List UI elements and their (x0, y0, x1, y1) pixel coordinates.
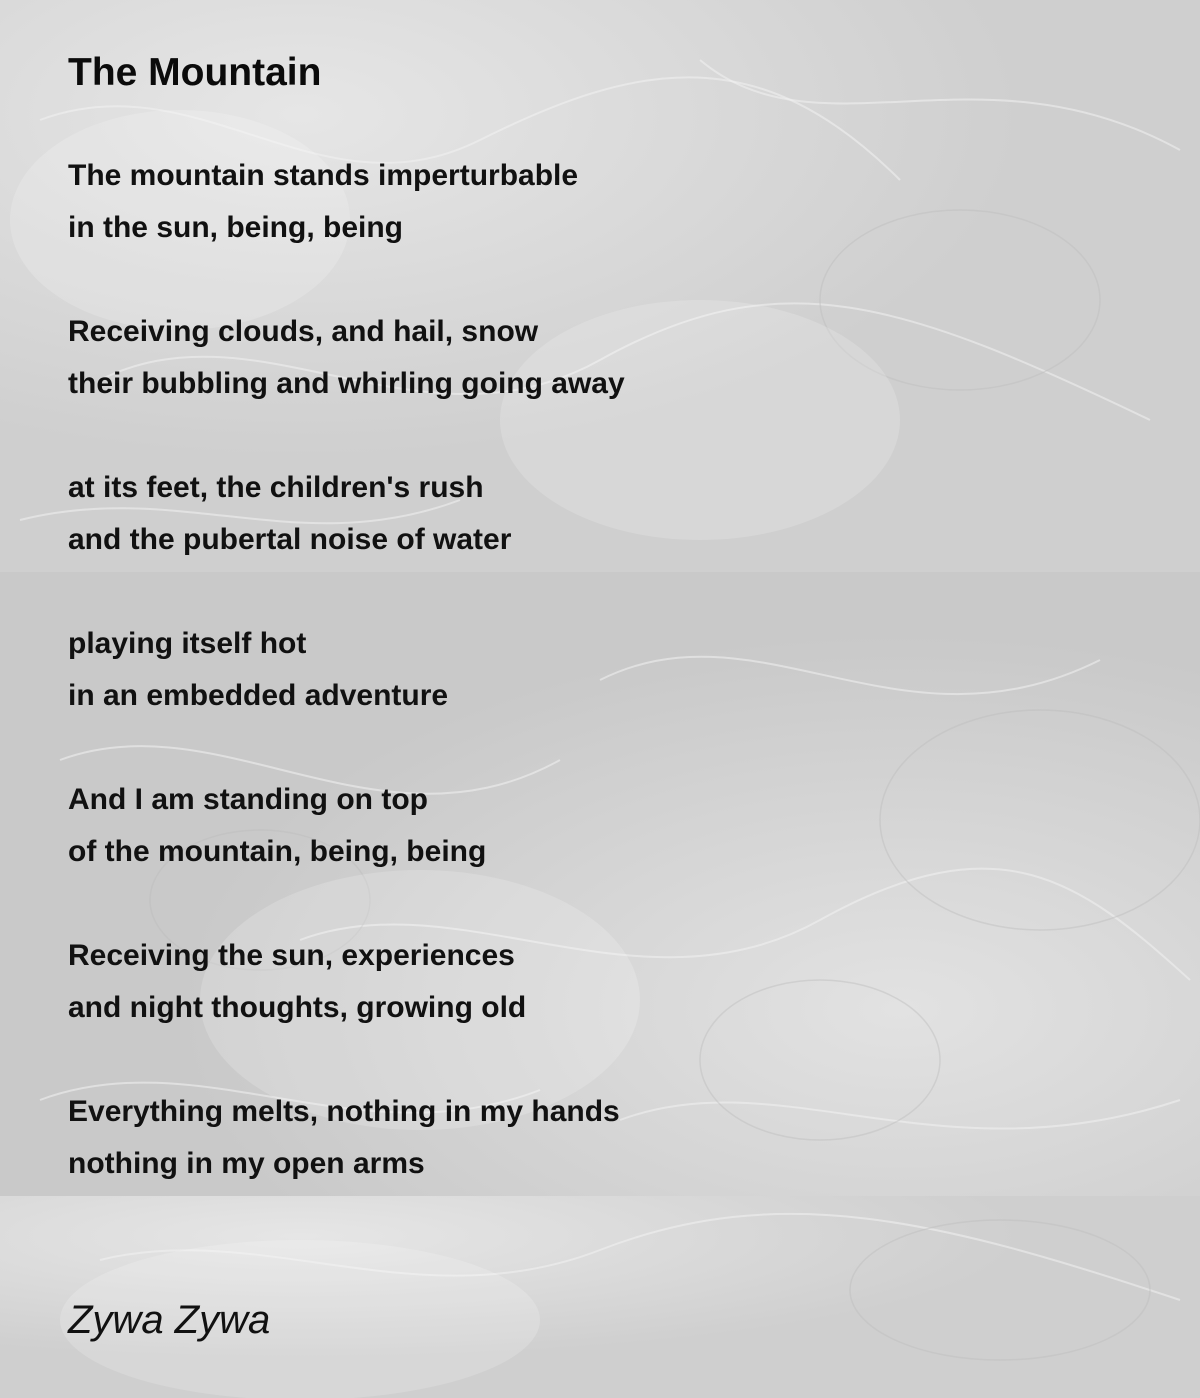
stanza (68, 1086, 1168, 1190)
stanza (68, 462, 1168, 566)
stanza (68, 930, 1168, 1034)
poem-line: and night thoughts, growing old (68, 991, 527, 1024)
poem-line: their bubbling and whirling going away (68, 367, 625, 400)
stanza (68, 618, 1168, 722)
stanza (68, 150, 1168, 254)
poem-line: playing itself hot (68, 627, 307, 660)
poem-body (68, 150, 1168, 1242)
poem-line: Everything melts, nothing in my hands (68, 1095, 620, 1128)
poem-line: in the sun, being, being (68, 211, 403, 244)
stanza (68, 774, 1168, 878)
poem-line: And I am standing on top (68, 783, 428, 816)
poem-line: The mountain stands imperturbable (68, 159, 579, 192)
poem-line: nothing in my open arms (68, 1147, 425, 1180)
poem-line: and the pubertal noise of water (68, 523, 512, 556)
poem-line: Receiving the sun, experiences (68, 939, 515, 972)
poem-line: in an embedded adventure (68, 679, 449, 712)
poem-line: of the mountain, being, being (68, 835, 487, 868)
poem-line: Receiving clouds, and hail, snow (68, 315, 539, 348)
poem-line: at its feet, the children's rush (68, 471, 484, 504)
stanza (68, 306, 1168, 410)
poem-author: Zywa Zywa (68, 1298, 271, 1342)
poem-title: The Mountain (68, 51, 322, 94)
